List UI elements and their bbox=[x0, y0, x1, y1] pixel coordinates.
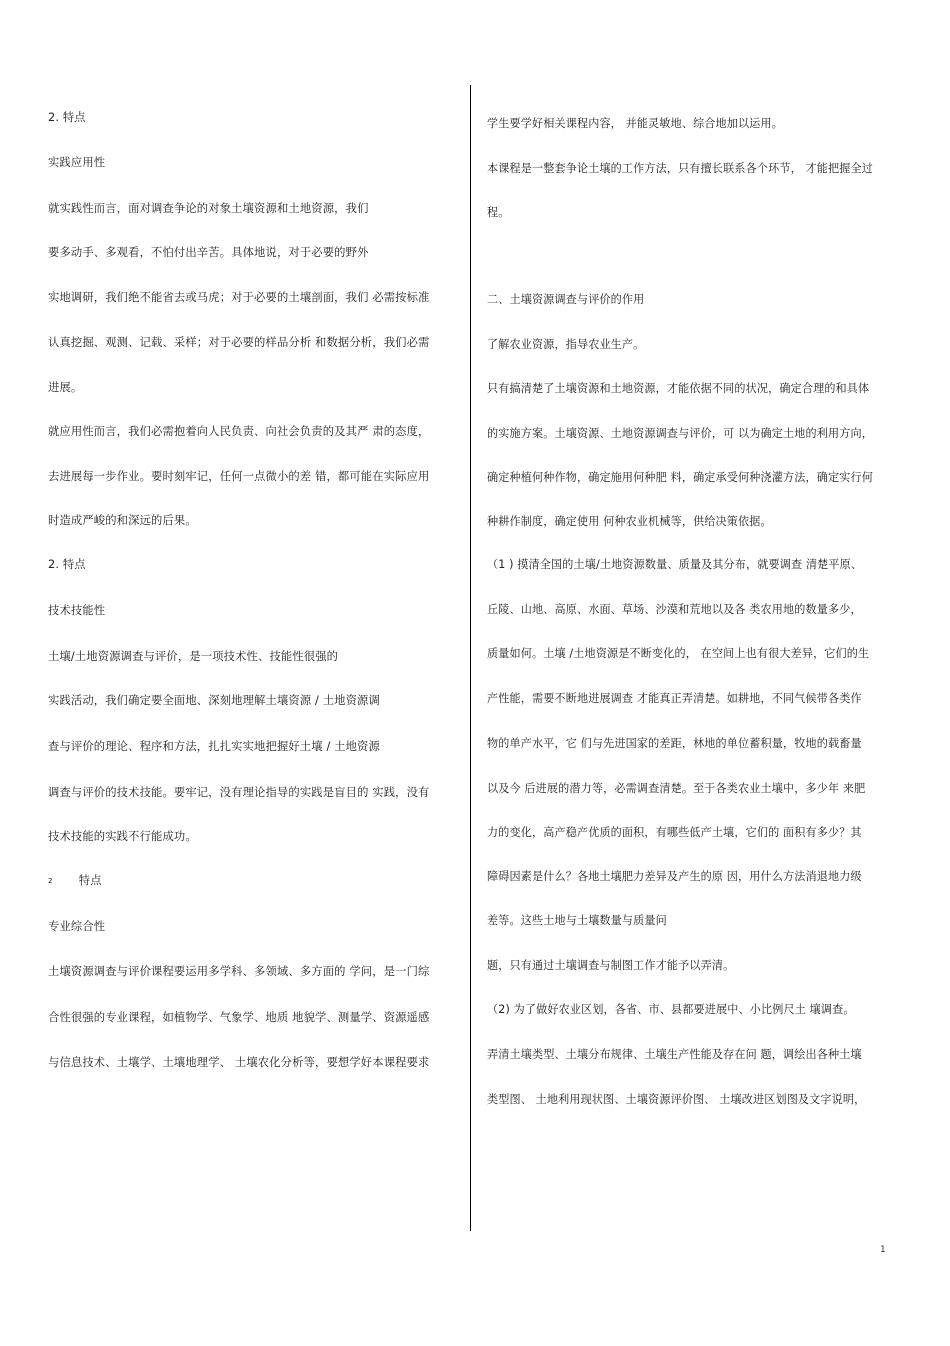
paragraph-line: 程。 bbox=[487, 206, 510, 219]
paragraph-line: 产性能，需要不断地进展调查 才能真正弄清楚。如耕地，不同气候带各类作 bbox=[487, 692, 862, 705]
paragraph-line: 本课程是一整套争论土壤的工作方法，只有擅长联系各个环节， 才能把握全过 bbox=[487, 162, 873, 175]
paragraph-line: 实践活动，我们确定要全面地、深刻地理解土壤资源 / 土地资源调 bbox=[48, 694, 380, 707]
paragraph-line: 质量如何。土壤 /土地资源是不断变化的， 在空间上也有很大差异，它们的生 bbox=[487, 647, 870, 660]
paragraph-line: 实地调研，我们绝不能省去或马虎；对于必要的土壤剖面，我们 必需按标准 bbox=[48, 291, 430, 304]
paragraph-line: 种耕作制度，确定使用 何种农业机械等，供给决策依据。 bbox=[487, 515, 772, 528]
section-heading: 二、土壤资源调查与评价的作用 bbox=[487, 293, 645, 306]
paragraph-line: 以及今 后进展的潜力等，必需调查清楚。至于各类农业土壤中，多少年 来肥 bbox=[487, 782, 866, 795]
paragraph-line: 合性很强的专业课程，如植物学、气象学、地质 地貌学、测量学、资源遥感 bbox=[48, 1011, 430, 1024]
paragraph-line: 就应用性而言，我们必需抱着向人民负责、向社会负责的及其严 肃的态度， bbox=[48, 425, 430, 438]
paragraph-line: 要多动手、多观看，不怕付出辛苦。具体地说，对于必要的野外 bbox=[48, 246, 369, 259]
paragraph-line: 土壤/土地资源调查与评价，是一项技术性、技能性很强的 bbox=[48, 650, 339, 663]
paragraph-line: 题，只有通过土壤调查与制图工作才能予以弄清。 bbox=[487, 959, 735, 972]
paragraph-line: 与信息技术、土壤学、土壤地理学、 土壤农化分析等，要想学好本课程要求 bbox=[48, 1056, 430, 1069]
paragraph-line: （1 ) 摸清全国的土壤/土地资源数量、质量及其分布，就要调查 清楚平原、 bbox=[487, 558, 863, 571]
paragraph-line: 技术技能的实践不行能成功。 bbox=[48, 830, 197, 843]
paragraph-line: 确定种植何种作物，确定施用何种肥 料，确定承受何种浇灌方法，确定实行何 bbox=[487, 471, 873, 484]
paragraph-line: 类型图、 土地利用现状图、土壤资源评价图、 土壤改进区划图及文字说明， bbox=[487, 1093, 866, 1106]
paragraph-line: 的实施方案。土壤资源、土地资源调查与评价，可 以为确定土地的利用方向， bbox=[487, 427, 873, 440]
heading-text: 特点 bbox=[78, 874, 102, 887]
paragraph-line: 时造成严峻的和深远的后果。 bbox=[48, 514, 197, 527]
subheading-technical: 技术技能性 bbox=[48, 604, 106, 617]
paragraph-line: （2) 为了做好农业区划，各省、市、县都要进展中、小比例尺土 壤调查。 bbox=[487, 1003, 855, 1016]
paragraph-line: 调查与评价的技术技能。要牢记，没有理论指导的实践是盲目的 实践，没有 bbox=[48, 786, 430, 799]
paragraph-line: 只有搞清楚了土壤资源和土地资源，才能依据不同的状况，确定合理的和具体 bbox=[487, 382, 870, 395]
column-divider bbox=[470, 85, 471, 1231]
subheading-practical: 实践应用性 bbox=[48, 156, 106, 169]
paragraph-line: 去进展每一步作业。要时刻牢记，任何一点微小的差 错，都可能在实际应用 bbox=[48, 470, 430, 483]
page-number: 1 bbox=[880, 1245, 886, 1255]
paragraph-line: 学生要学好相关课程内容， 并能灵敏地、综合地加以运用。 bbox=[487, 117, 784, 130]
heading-number: 2 bbox=[48, 877, 53, 885]
paragraph-line: 了解农业资源，指导农业生产。 bbox=[487, 338, 645, 351]
subheading-comprehensive: 专业综合性 bbox=[48, 920, 106, 933]
paragraph-line: 弄清土壤类型、土壤分布规律、土壤生产性能及存在问 题，调绘出各种土壤 bbox=[487, 1048, 862, 1061]
paragraph-line: 障碍因素是什么？各地土壤肥力差异及产生的原 因，用什么方法消退地力级 bbox=[487, 870, 862, 883]
paragraph-line: 差等。这些土地与土壤数量与质量问 bbox=[487, 914, 667, 927]
heading-feature-2: 2. 特点 bbox=[48, 558, 86, 571]
paragraph-line: 进展。 bbox=[48, 381, 83, 394]
heading-feature-1: 2. 特点 bbox=[48, 111, 86, 124]
paragraph-line: 物的单产水平，它 们与先进国家的差距，林地的单位蓄积量，牧地的载畜量 bbox=[487, 737, 862, 750]
paragraph-line: 土壤资源调查与评价课程要运用多学科、多领域、多方面的 学问，是一门综 bbox=[48, 965, 430, 978]
paragraph-line: 认真挖掘、观测、记载、采样；对于必要的样品分析 和数据分析，我们必需 bbox=[48, 336, 430, 349]
heading-feature-3 bbox=[48, 873, 102, 889]
paragraph-line: 就实践性而言，面对调查争论的对象土壤资源和土地资源，我们 bbox=[48, 202, 369, 215]
paragraph-line: 力的变化，高产稳产优质的面积，有哪些低产土壤，它们的 面积有多少？其 bbox=[487, 826, 862, 839]
paragraph-line: 查与评价的理论、程序和方法，扎扎实实地把握好土壤 / 土地资源 bbox=[48, 740, 380, 753]
paragraph-line: 丘陵、山地、高原、水面、草场、沙漠和荒地以及各 类农用地的数量多少， bbox=[487, 603, 862, 616]
